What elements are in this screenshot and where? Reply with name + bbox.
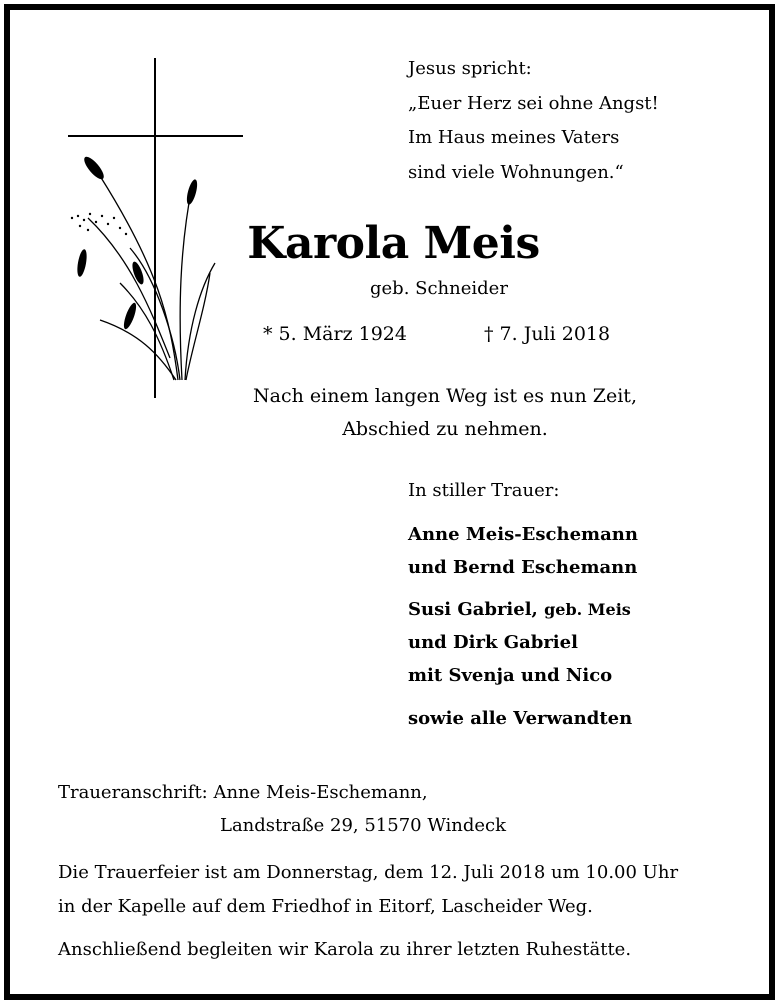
mourner-line: und Dirk Gabriel xyxy=(408,632,578,653)
maiden-name: geb. Schneider xyxy=(370,278,508,299)
death-date: † 7. Juli 2018 xyxy=(484,323,611,345)
mourning-address-line: Traueranschrift: Anne Meis-Eschemann, xyxy=(58,782,428,803)
funeral-info-line: in der Kapelle auf dem Friedhof in Eitorf, Lascheider Weg. xyxy=(58,896,593,917)
funeral-info-line: Die Trauerfeier ist am Donnerstag, dem 12. Juli 2018 um 10.00 Uhr xyxy=(58,862,679,883)
quote-line: „Euer Herz sei ohne Angst! xyxy=(408,92,659,114)
mourner-line: sowie alle Verwandten xyxy=(408,708,633,729)
deceased-name: Karola Meis xyxy=(247,218,540,269)
mourner-name: Susi Gabriel, xyxy=(408,599,538,620)
mourner-line xyxy=(408,599,631,620)
mourner-line: Anne Meis-Eschemann xyxy=(408,524,638,545)
mourner-maiden-note: geb. Meis xyxy=(544,600,631,619)
mourner-line: mit Svenja und Nico xyxy=(408,665,613,686)
mourner-line: und Bernd Eschemann xyxy=(408,557,638,578)
obituary-frame xyxy=(4,4,775,1000)
farewell-line: Nach einem langen Weg ist es nun Zeit, xyxy=(253,385,637,407)
bible-quote xyxy=(408,52,659,190)
funeral-info-line: Anschließend begleiten wir Karola zu ihrer letzten Ruhestätte. xyxy=(58,939,632,960)
quote-line: Jesus spricht: xyxy=(408,58,532,79)
farewell-line: Abschied zu nehmen. xyxy=(342,418,548,440)
mourning-heading: In stiller Trauer: xyxy=(408,480,560,501)
quote-line: sind viele Wohnungen.“ xyxy=(408,161,624,183)
quote-line: Im Haus meines Vaters xyxy=(408,127,620,148)
mourning-address-line: Landstraße 29, 51570 Windeck xyxy=(220,815,507,836)
farewell-text xyxy=(10,380,775,446)
birth-date: * 5. März 1924 xyxy=(263,323,407,345)
